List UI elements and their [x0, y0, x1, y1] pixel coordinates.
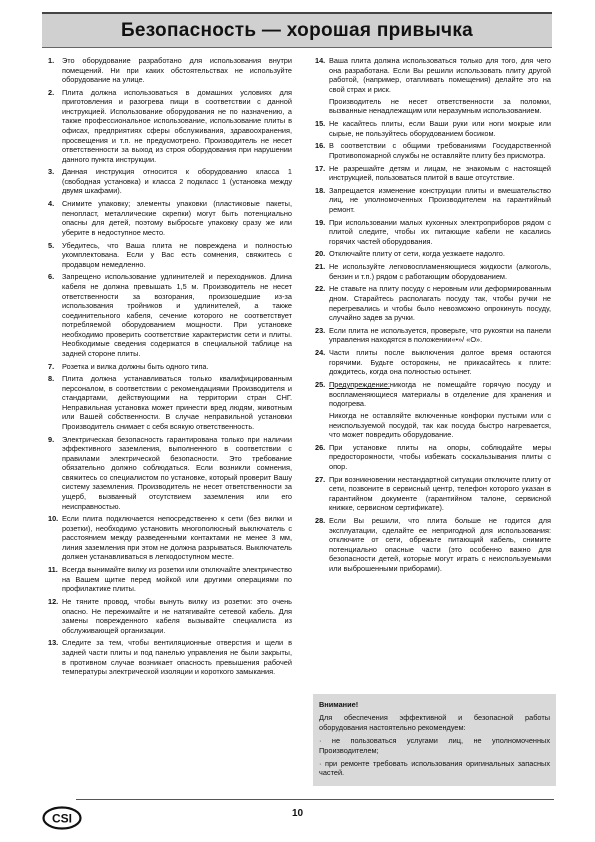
item-text: Всегда вынимайте вилку из розетки или отключайте электричество на Вашем щитке перед мойкой или другими операциями по профилактике плиты.: [62, 565, 292, 594]
item-text: При использовании малых кухонных электроприборов рядом с плитой следите, чтобы их питающие кабели не касались горячих частей оборудования.: [329, 217, 551, 246]
item-text: Розетка и вилка должны быть одного типа.: [62, 361, 209, 371]
item-number: 17.: [315, 163, 326, 173]
item-number: 7.: [48, 361, 55, 371]
item-number: 24.: [315, 348, 326, 358]
item-number: 22.: [315, 284, 326, 294]
item-number: 26.: [315, 442, 326, 452]
safety-item: [315, 249, 551, 259]
item-number: 11.: [48, 565, 58, 575]
item-text: Плита должна использоваться в домашних условиях для приготовления и разогрева пищи в соответствии с данной инструкцией. Использование оборудования не по назначению, а также профессиональное использование, использование плиты в офисах, предприятиях сферы обслуживания, здравоохранения, просвещения и т.п. не предусмотрено. Производитель не несет ответственности за выход из строя оборудования при нарушении данного пункта инструкции.: [62, 87, 292, 164]
item-number: 25.: [315, 379, 326, 389]
item-number: 3.: [48, 167, 55, 177]
safety-item: [48, 374, 292, 431]
warning-intro: Для обеспечения эффективной и безопасной работы оборудования настоятельно рекомендуем:: [319, 712, 550, 732]
item-number: 9.: [48, 434, 55, 444]
safety-item: [315, 164, 551, 183]
item-number: 2.: [48, 87, 55, 97]
safety-item: [315, 516, 551, 573]
item-number: 18.: [315, 185, 326, 195]
item-number: 16.: [315, 141, 326, 151]
safety-item: [48, 638, 292, 676]
safety-item: [48, 435, 292, 511]
item-number: 6.: [48, 272, 55, 282]
safety-item: [315, 262, 551, 281]
safety-item: [48, 565, 292, 594]
right-column: [315, 56, 551, 577]
item-text: Электрическая безопасность гарантирована только при наличии эффективного заземления, выполненного в соответствии с правилами электрической безопасности. Это требование обязательно должно соблюдаться. Если возникли сомнения, свяжитесь со специалистом по установке, который проверит Вашу систему заземления. Производитель не несет ответственности за ущерб, вызванный отсутствием заземления или его неисправностью.: [62, 434, 292, 511]
csi-logo-text: CSI: [51, 811, 73, 826]
warning-box: [313, 694, 556, 786]
safety-item: [48, 241, 292, 270]
item-text: Снимите упаковку; элементы упаковки (пластиковые пакеты, пенопласт, металлические скрепки) могут быть потенциально опасны для детей, поэтому выбросьте упаковку сразу же или уберите в недоступное место.: [62, 199, 292, 237]
item-text: Не касайтесь плиты, если Ваши руки или ноги мокрые или сырые, не пользуйтесь оборудованием босиком.: [329, 118, 551, 138]
item-text: Убедитесь, что Ваша плита не повреждена и полностью укомплектована. Если у Вас есть сомнения, свяжитесь с продавцом немедленно.: [62, 240, 292, 269]
item-text: [329, 380, 551, 409]
item-number: 23.: [315, 325, 326, 335]
item-text: Не тяните провод, чтобы вынуть вилку из розетки: это очень опасно. Не пережимайте и не натягивайте сетевой кабель. Для замены поврежденного кабеля вызывайте специалиста из обслуживающей организации.: [62, 597, 292, 635]
item-text: Никогда не оставляйте включенные конфорки пустыми или с неиспользуемой посудой, так как посуда быстро нагревается, что может повредить оборудование.: [329, 411, 551, 440]
safety-item: [48, 597, 292, 635]
item-text: Запрещается изменение конструкции плиты и вмешательство лиц, не уполномоченных Производителем на гарантийный ремонт.: [329, 185, 551, 214]
csi-logo: [42, 806, 82, 830]
item-text: При установке плиты на опоры, соблюдайте меры предосторожности, чтобы избежать соскальзывания плиты с опор.: [329, 442, 551, 472]
item-text: Не используйте легковоспламеняющиеся жидкости (алкоголь, бензин и т.п.) рядом с работающим оборудованием.: [329, 262, 551, 281]
item-text: Отключайте плиту от сети, когда уезжаете надолго.: [329, 249, 505, 259]
safety-item: [48, 514, 292, 562]
safety-item: [315, 443, 551, 472]
page-header: [42, 12, 552, 48]
safety-item: [48, 56, 292, 85]
item-number: 21.: [315, 262, 326, 272]
item-number: 28.: [315, 516, 326, 526]
safety-item: [48, 88, 292, 164]
item-text-rest: никогда не помещайте горячую посуду и воспламеняющиеся материалы в отделение для хранения и подогрева.: [329, 379, 551, 409]
item-text: Это оборудование разработано для использования внутри помещений. Ни при каких обстоятельствах не используйте оборудование на улице.: [62, 56, 292, 85]
item-number: 8.: [48, 374, 55, 384]
safety-list-right: [315, 56, 551, 573]
item-number: 4.: [48, 199, 55, 209]
item-text: Части плиты после выключения долгое время остаются горячими. Будьте осторожны, не прикасайтесь к плите: дождитесь, когда она полностью остынет.: [329, 348, 551, 377]
item-number: 12.: [48, 597, 59, 607]
left-column: [48, 56, 292, 680]
safety-item: [315, 56, 551, 116]
item-number: 1.: [48, 56, 55, 65]
item-number: 20.: [315, 249, 326, 259]
item-number: 5.: [48, 240, 55, 250]
item-text: Плита должна устанавливаться только квалифицированным персоналом, в соответствии с рекомендациями Производителя и стандартами, действующими на территории стран СНГ. Неправильная установка может принести вред людям, животным или Вашей собственности. В случае неправильной установки Производитель снимает с себя всякую ответственность.: [62, 374, 292, 431]
safety-item: [48, 167, 292, 196]
item-number: 15.: [315, 118, 326, 128]
page-number: 10: [292, 808, 304, 819]
item-text: Если Вы решили, что плита больше не годится для эксплуатации, сделайте ее непригодной для использования: отключите от сети, обрежьте питающий кабель, снимите потенциально опасные части (это особенно важно для безопасности детей, которые могут играть с неиспользуемыми или выброшенными приборами).: [329, 516, 551, 573]
item-text: В соответствии с общими требованиями Государственной Противопожарной службы не оставляйте плиту без присмотра.: [329, 141, 551, 160]
warning-title: Внимание!: [319, 700, 359, 709]
safety-item: [315, 475, 551, 513]
footer-divider: [76, 799, 554, 800]
warning-point: · при ремонте требовать использования оригинальных запасных частей.: [319, 758, 550, 778]
item-text: Ваша плита должна использоваться только для того, для чего она разработана. Если Вы решили использовать плиту другой работой, (например, отапливать помещения) делайте это на свой страх и риск.: [329, 56, 551, 94]
safety-list-left: [48, 56, 292, 677]
safety-item: [48, 362, 292, 372]
item-text: Не ставьте на плиту посуду с неровным или деформированным дном. Старайтесь располагать посуду так, чтобы ручки не перегревались и чтобы было невозможно опрокинуть посуду, случайно задев за ручки.: [329, 284, 551, 323]
item-number: 27.: [315, 474, 326, 484]
item-number: 10.: [48, 514, 59, 524]
item-number: 19.: [315, 217, 326, 227]
safety-item: [315, 380, 551, 440]
item-text: При возникновении нестандартной ситуации отключите плиту от сети, позвоните в сервисный центр, телефон которого указан в гарантийном документе (гарантийном талоне, сервисной книжке, сервисном сертификате).: [329, 474, 551, 513]
item-text: Если плита не используется, проверьте, что рукоятки на панели управления находятся в положении«•»/ «О».: [329, 325, 551, 345]
safety-item: [315, 141, 551, 160]
item-text: Не разрешайте детям и лицам, не знакомым с настоящей инструкцией, пользоваться плитой в ваше отсутствие.: [329, 163, 551, 183]
item-text: Следите за тем, чтобы вентиляционные отверстия и щели в задней части плиты и под панелью управления не были закрыты, в противном случае возникает опасность превышения рабочей температуры электрической изоляции и короткого замыкания.: [62, 638, 292, 677]
safety-item: [315, 218, 551, 247]
safety-item: [315, 284, 551, 322]
page-title: Безопасность — хорошая привычка: [120, 19, 474, 41]
item-lead: Предупреждение:: [329, 379, 390, 389]
item-text: Данная инструкция относится к оборудованию класса 1 (свободная установка) и класса 2 подкласс 1 (установка между двумя шкафами).: [62, 167, 292, 196]
safety-item: [48, 272, 292, 358]
safety-item: [48, 199, 292, 237]
safety-item: [315, 119, 551, 138]
safety-item: [315, 348, 551, 377]
item-text: Если плита подключается непосредственно к сети (без вилки и розетки), необходимо установить многополюсный выключатель с расстоянием между разведенными контактами не менее 3 мм, линия заземления при этом не должна разрываться. Выключатель должен устанавливаться в легкодоступном месте.: [62, 514, 292, 562]
safety-item: [315, 326, 551, 345]
warning-point: · не пользоваться услугами лиц, не уполномоченных Производителем;: [319, 735, 550, 755]
item-text: Запрещено использование удлинителей и переходников. Длина кабеля не должна превышать 1,5 м. Производитель не несет ответственности за возгорания, произошедшие из-за использования тройников и удлинителей, а также соединительного кабеля, сечение которого не соответствует потребляемой оборудованием мощности. При установке необходимо проверить соответствие характеристик сети и плиты. Необходимые сведения содержатся в специальной таблице на задней стороне плиты.: [62, 272, 292, 358]
safety-item: [315, 186, 551, 215]
item-number: 14.: [315, 56, 326, 65]
item-number: 13.: [48, 638, 59, 648]
item-text: Производитель не несет ответственности за поломки, вызванные ненадлежащим или неразумным использованием.: [329, 96, 551, 116]
